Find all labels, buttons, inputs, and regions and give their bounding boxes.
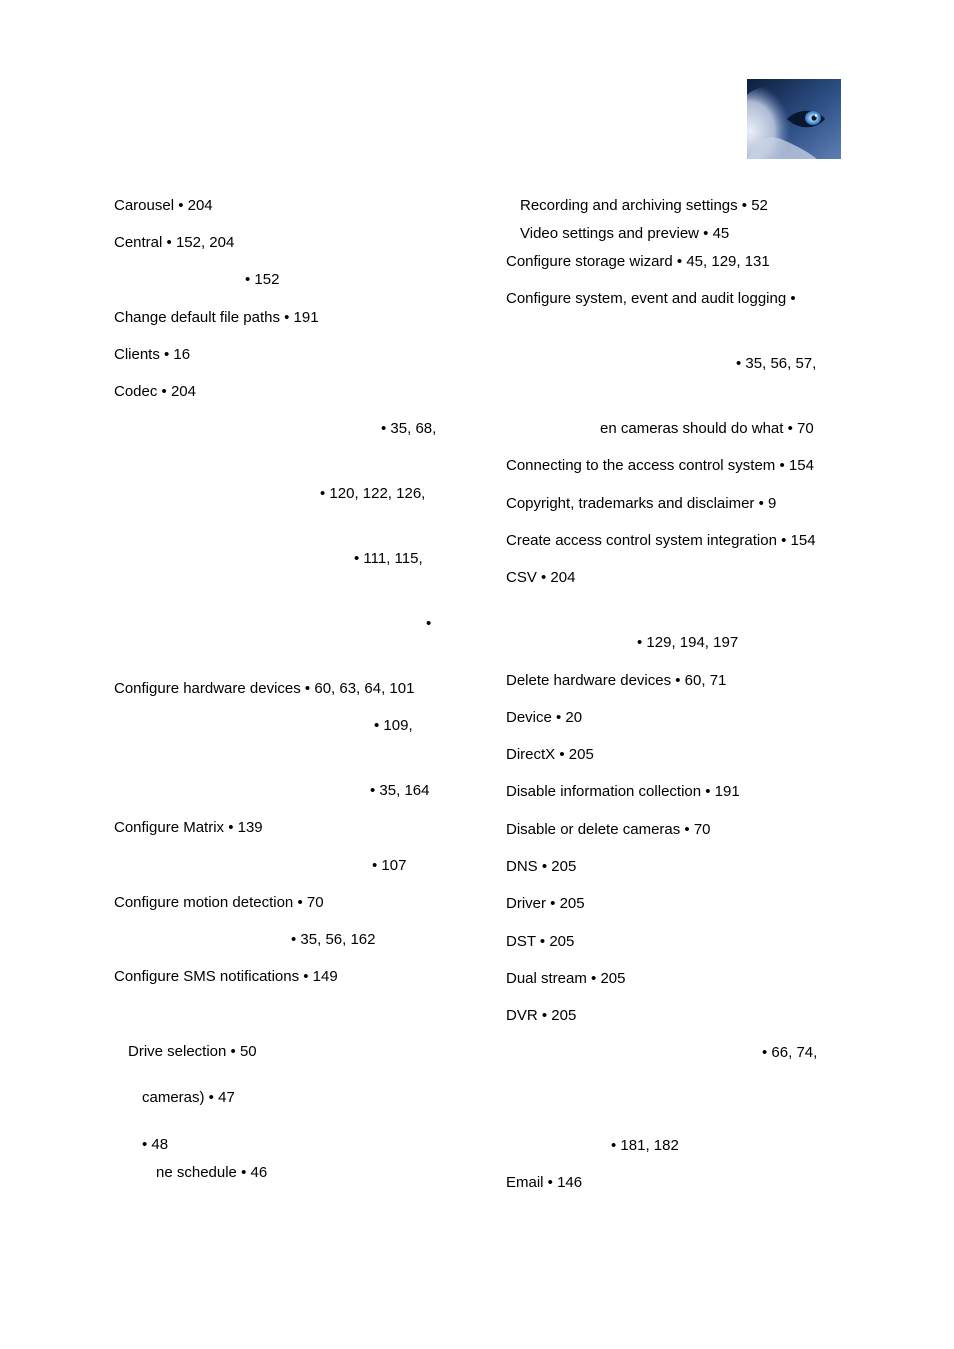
wolf-eye-logo <box>747 79 841 159</box>
index-entry-bullet: • <box>426 615 432 632</box>
index-entry-configure-motion-detection: Configure motion detection • 70 <box>114 894 324 911</box>
index-entry-carousel: Carousel • 204 <box>114 197 213 214</box>
index-entry-page-ref: • 152 <box>245 271 280 288</box>
index-subentry-cameras: cameras) • 47 <box>142 1089 235 1106</box>
index-entry-create-access-control-integration: Create access control system integration • 154 <box>506 532 816 549</box>
index-entry-clients: Clients • 16 <box>114 346 191 363</box>
index-entry-dns: DNS • 205 <box>506 858 577 875</box>
index-entry-configure-storage-wizard: Configure storage wizard • 45, 129, 131 <box>506 253 770 270</box>
index-entry-page-ref: • 129, 194, 197 <box>637 634 739 651</box>
index-entry-configure-matrix: Configure Matrix • 139 <box>114 819 263 836</box>
index-entry-page-ref: • 111, 115, <box>354 550 423 567</box>
index-entry-cameras-should-do-what: en cameras should do what • 70 <box>600 420 814 437</box>
index-entry-page-ref: • 120, 122, 126, <box>320 485 426 502</box>
index-entry-configure-sms-notifications: Configure SMS notifications • 149 <box>114 968 338 985</box>
index-entry-configure-hardware-devices: Configure hardware devices • 60, 63, 64, 101 <box>114 680 415 697</box>
index-entry-page-ref: • 35, 68, <box>381 420 437 437</box>
index-entry-page-ref: • 66, 74, <box>762 1044 818 1061</box>
index-entry-change-default-file-paths: Change default file paths • 191 <box>114 309 319 326</box>
index-entry-csv: CSV • 204 <box>506 569 576 586</box>
index-subentry-page-ref: • 48 <box>142 1136 169 1153</box>
index-entry-page-ref: • 109, <box>374 717 413 734</box>
index-entry-codec: Codec • 204 <box>114 383 196 400</box>
index-subentry-schedule: ne schedule • 46 <box>156 1164 268 1181</box>
index-entry-dst: DST • 205 <box>506 933 575 950</box>
index-entry-central: Central • 152, 204 <box>114 234 235 251</box>
index-subentry-video-settings-preview: Video settings and preview • 45 <box>520 225 730 242</box>
index-entry-page-ref: • 35, 56, 57, <box>736 355 817 372</box>
index-entry-connecting-access-control: Connecting to the access control system • 154 <box>506 457 814 474</box>
index-entry-email: Email • 146 <box>506 1174 583 1191</box>
index-subentry-recording-archiving-settings: Recording and archiving settings • 52 <box>520 197 768 214</box>
index-entry-device: Device • 20 <box>506 709 583 726</box>
index-entry-page-ref: • 35, 56, 162 <box>291 931 376 948</box>
index-entry-page-ref: • 107 <box>372 857 407 874</box>
index-entry-dual-stream: Dual stream • 205 <box>506 970 626 987</box>
index-entry-configure-system-event-audit-logging: Configure system, event and audit logging • <box>506 290 796 307</box>
index-entry-directx: DirectX • 205 <box>506 746 594 763</box>
index-entry-delete-hardware-devices: Delete hardware devices • 60, 71 <box>506 672 727 689</box>
index-entry-dvr: DVR • 205 <box>506 1007 577 1024</box>
index-entry-disable-delete-cameras: Disable or delete cameras • 70 <box>506 821 711 838</box>
index-entry-page-ref: • 181, 182 <box>611 1137 679 1154</box>
index-entry-disable-information-collection: Disable information collection • 191 <box>506 783 740 800</box>
index-entry-page-ref: • 35, 164 <box>370 782 430 799</box>
index-entry-copyright: Copyright, trademarks and disclaimer • 9 <box>506 495 777 512</box>
index-entry-driver: Driver • 205 <box>506 895 585 912</box>
index-subentry-drive-selection: Drive selection • 50 <box>128 1043 257 1060</box>
